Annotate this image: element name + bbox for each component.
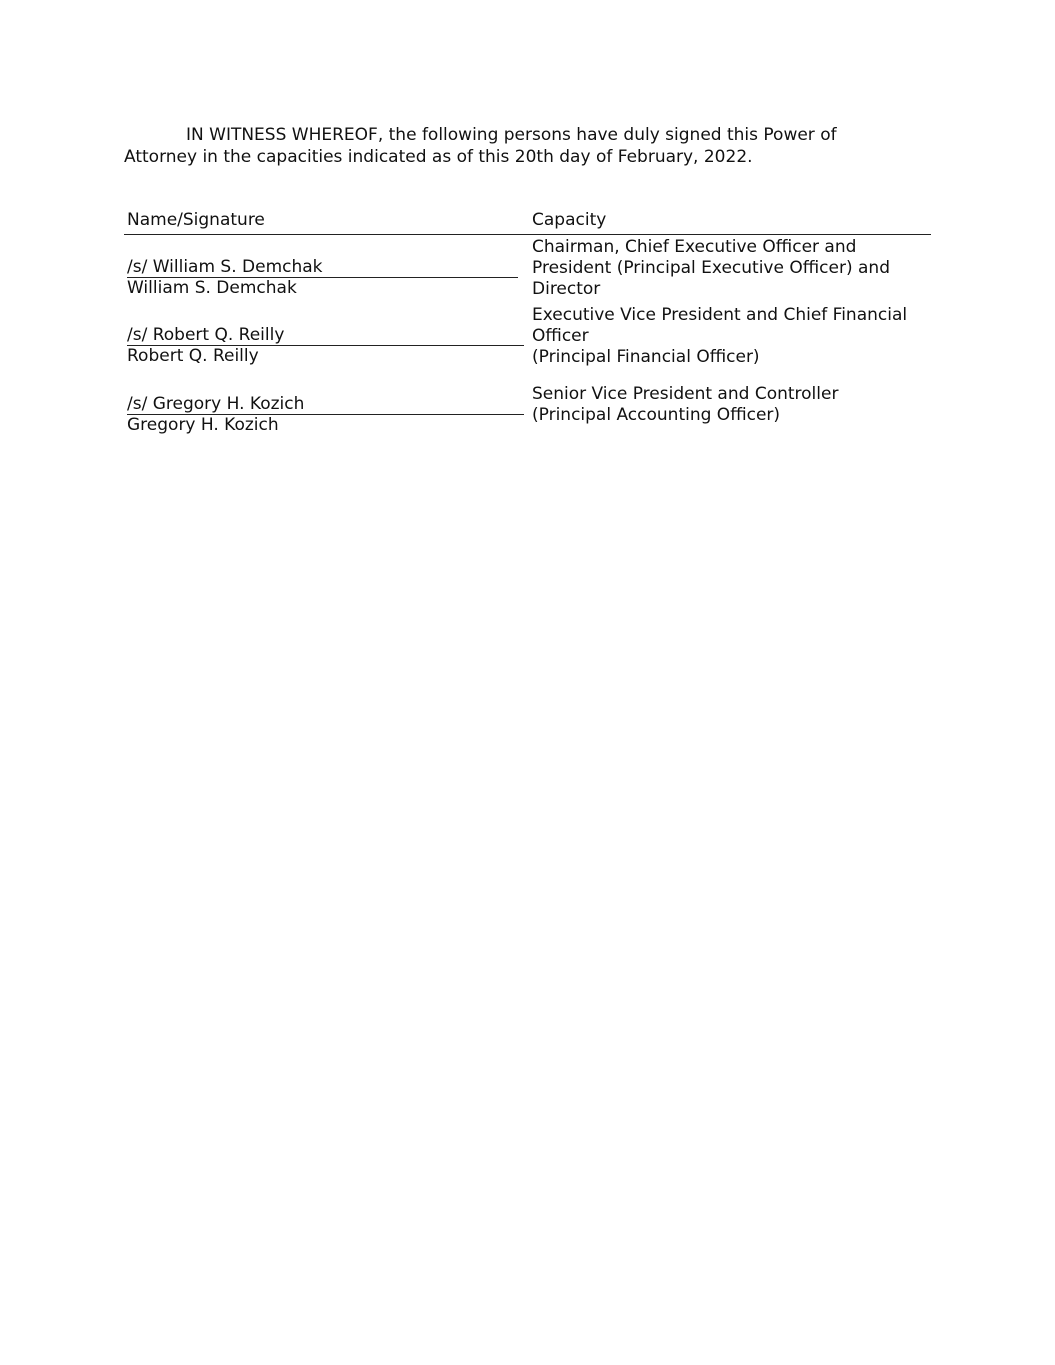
table-row bbox=[124, 235, 931, 303]
signature-line: /s/ William S. Demchak bbox=[127, 258, 518, 278]
signature-block bbox=[127, 326, 524, 367]
header-capacity: Capacity bbox=[532, 210, 607, 230]
capacity-subtext: (Principal Accounting Officer) bbox=[532, 405, 781, 425]
signature-line: /s/ Robert Q. Reilly bbox=[127, 326, 524, 346]
signature-block bbox=[127, 395, 524, 436]
capacity-cell bbox=[532, 305, 930, 368]
capacity-subtext: (Principal Financial Officer) bbox=[532, 347, 760, 367]
witness-paragraph bbox=[124, 124, 894, 168]
printed-name: Gregory H. Kozich bbox=[127, 415, 279, 435]
header-name-signature: Name/Signature bbox=[127, 210, 265, 230]
capacity-text: Senior Vice President and Controller bbox=[532, 384, 839, 404]
signature-table bbox=[124, 208, 931, 441]
capacity-text: Executive Vice President and Chief Financial Officer bbox=[532, 305, 908, 346]
table-header bbox=[124, 208, 931, 235]
printed-name: Robert Q. Reilly bbox=[127, 346, 259, 366]
printed-name: William S. Demchak bbox=[127, 278, 297, 298]
signature-block bbox=[127, 258, 518, 299]
capacity-cell bbox=[532, 237, 930, 300]
table-row bbox=[124, 371, 931, 441]
capacity-cell bbox=[532, 384, 930, 426]
capacity-text: Chairman, Chief Executive Officer and President (Principal Executive Officer) and Director bbox=[532, 237, 890, 299]
signature-line: /s/ Gregory H. Kozich bbox=[127, 395, 524, 415]
table-row bbox=[124, 303, 931, 371]
witness-text: IN WITNESS WHEREOF, the following persons have duly signed this Power of Attorney in the capacities indicated as of this 20th day of February, 2022. bbox=[124, 125, 837, 167]
